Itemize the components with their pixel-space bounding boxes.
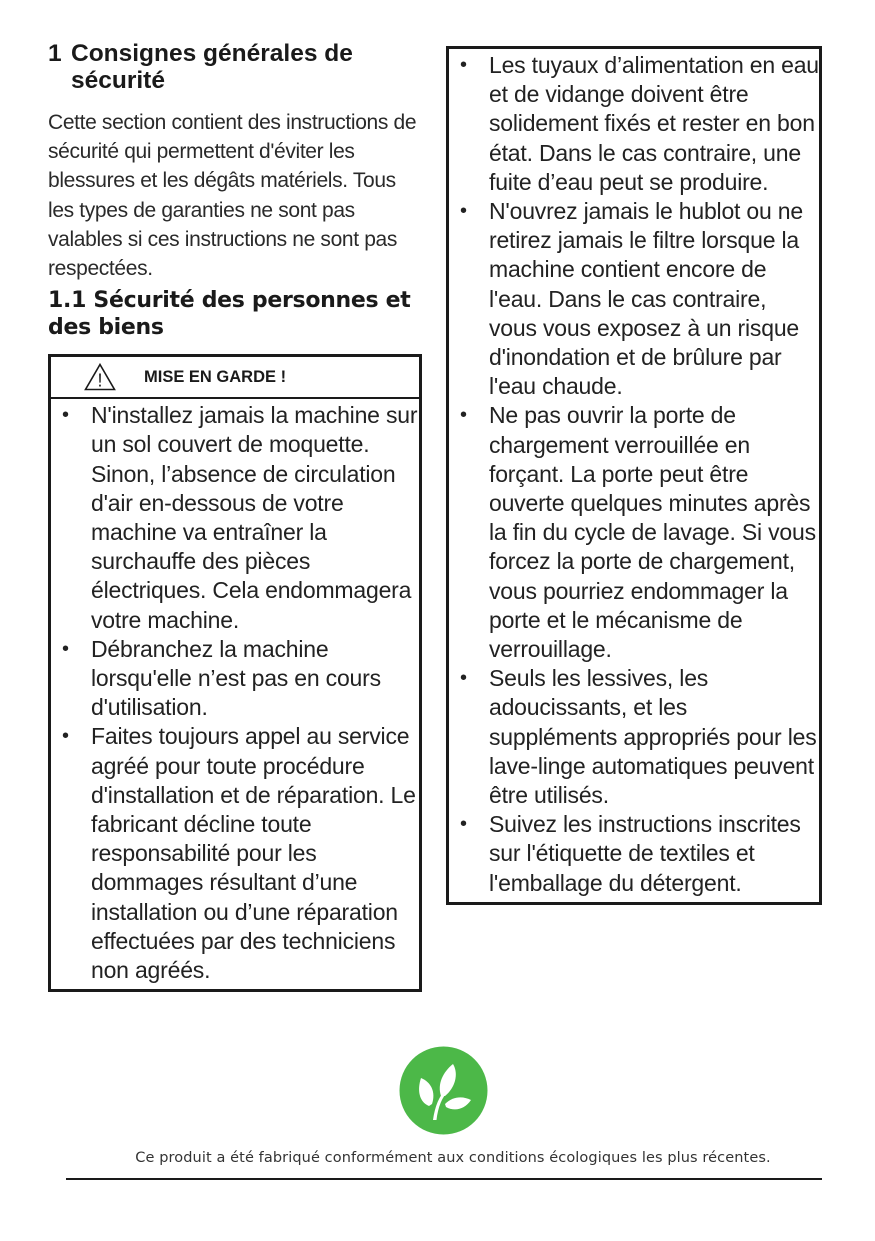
list-item: • Les tuyaux d’alimentation en eau et de vidange doivent être solidement fixés et rester en bon état. Dans le cas contraire, une fuite d’eau peut se produire. (449, 51, 819, 197)
warning-header (51, 357, 419, 399)
section-title (48, 40, 422, 94)
bullet-icon: • (62, 725, 69, 748)
warning-box (48, 354, 422, 992)
list-item: • N'ouvrez jamais le hublot ou ne retirez jamais le filtre lorsque la machine contient encore de l'eau. Dans le cas contraire, vous vous exposez à un risque d'inondation et de brûlure par l'eau chaude. (449, 197, 819, 401)
footer-divider (66, 1178, 822, 1180)
left-bullet-list (51, 399, 419, 989)
bullet-icon: • (62, 404, 69, 427)
bullet-icon: • (460, 667, 467, 690)
bullet-icon: • (62, 637, 69, 660)
warning-triangle-icon (84, 363, 116, 391)
safety-box (446, 46, 822, 905)
eco-footer-text: Ce produit a été fabriqué conformément aux conditions écologiques les plus récentes. (135, 1150, 771, 1166)
right-bullet-list (449, 49, 819, 902)
list-item: • Ne pas ouvrir la porte de chargement verrouillée en forçant. La porte peut être ouverte quelques minutes après la fin du cycle de lavage. Si vous forcez la porte de chargement, vous pourriez endommager la porte et le mécanisme de verrouillage. (449, 401, 819, 664)
leaf-eco-icon (399, 1046, 488, 1135)
section-intro: Cette section contient des instructions de sécurité qui permettent d'éviter les blessures et les dégâts matériels. Tous les types de garanties ne sont pas valables si ces instructions ne sont pas respectées. (48, 111, 417, 281)
bullet-icon: • (460, 404, 467, 427)
warning-label: MISE EN GARDE ! (144, 367, 287, 386)
subsection-title: 1.1 Sécurité des personnes et des biens (48, 288, 411, 341)
right-column (446, 46, 822, 905)
list-item: • N'installez jamais la machine sur un sol couvert de moquette. Sinon, l’absence de circulation d'air en-dessous de votre machine va entraîner la surchauffe des pièces électriques. Cela endommagera votre machine. (51, 401, 419, 635)
bullet-icon: • (460, 813, 467, 836)
list-item: • Faites toujours appel au service agréé pour toute procédure d'installation et de réparation. Le fabricant décline toute responsabilité pour les dommages résultant d’une installation ou d’une réparation effectuées par des techniciens non agréés. (51, 722, 419, 985)
section-number: 1 (48, 40, 62, 67)
svg-text:!: ! (97, 370, 103, 391)
list-item: • Suivez les instructions inscrites sur l'étiquette de textiles et l'emballage du détergent. (449, 810, 819, 898)
section-title-text: Consignes générales de sécurité (71, 40, 353, 94)
bullet-icon: • (460, 200, 467, 223)
left-column (48, 40, 422, 992)
list-item: • Seuls les lessives, les adoucissants, et les suppléments appropriés pour les lave-linge automatiques peuvent être utilisés. (449, 664, 819, 810)
list-item: • Débranchez la machine lorsqu'elle n’est pas en cours d'utilisation. (51, 635, 419, 723)
bullet-icon: • (460, 54, 467, 76)
